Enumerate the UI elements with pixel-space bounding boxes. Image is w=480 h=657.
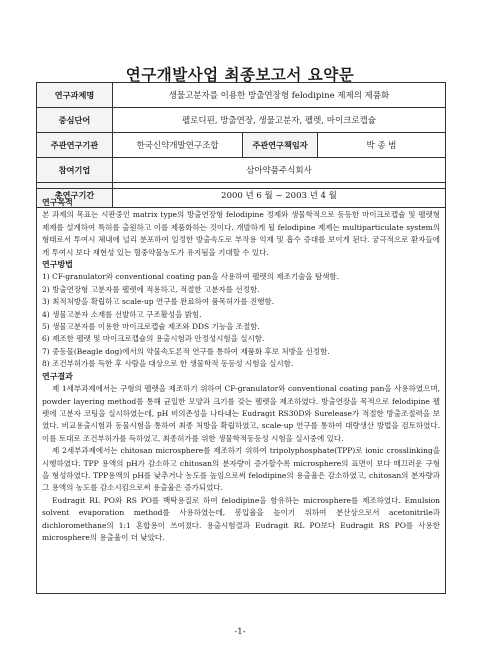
- table-row: [37, 158, 446, 183]
- purpose-text: 본 과제의 목표는 시판중인 matrix type의 방출연장형 felodipine 정제와 생물학적으로 동등한 마이크로캡슐 및 펠렛형 제제를 설계하여 특허를 출원하고 이를 제품화하는 것이다. 개발하게 될 felodipine 제제는 multiparticulate system의 형태로서 투여시 체내에 널리 분포하여 일정한 방출속도로 부작용 억제 및 흡수 증대를 보이게 된다. 궁극적으로 환자들에게 투여시 보다 재현성 있는 혈중약물농도가 유지됨을 기대할 수 있다.: [42, 210, 440, 257]
- lead-org-value: 한국신약개발연구조합: [113, 133, 243, 158]
- list-item: 1) CF-granulator와 conventional coating pan을 사용하여 펠렛의 제조기술을 탐색함.: [42, 272, 339, 282]
- summary-body: [36, 188, 446, 594]
- list-item: 4) 생물고분자 소재를 선발하고 구조활성을 밝힘.: [42, 309, 202, 319]
- project-name-value: 생물고분자를 이용한 방출연장형 felodipine 제제의 제품화: [113, 83, 446, 108]
- results-paragraph-1: 제 1세부과제에서는 구형의 펠렛을 제조하기 위하여 CF-granulator와 conventional coating pan을 사용하였으며, powder layering method를 통해 균일한 모양과 크기를 갖는 펠렛을 제조하였다. 방출연장을 목적으로 felodipine 펠렛에 고분자 코팅을 실시하였는데, pH 비의존성을 나타내는 Eudragit RS30D와 Surelease가 적절한 방출조절력을 보였다. 비교용출시험과 동물시험을 통하여 최종 처방을 확립하였고, scale-up 연구를 통하여 대량생산 방법을 검토하였다. 이를 토대로 조건부허가를 득하였고, 최종허가를 위한 생물학적동등성 시험을 실시중에 있다.: [42, 384, 440, 443]
- page-title: 연구개발사업 최종보고서 요약문: [125, 65, 355, 84]
- project-name-label: 연구과제명: [37, 83, 113, 108]
- list-item: 6) 제조한 펠렛 및 마이크로캡슐의 용출시험과 안정성시험을 실시함.: [42, 334, 265, 344]
- participant-value: 삼아약품주식회사: [113, 158, 446, 183]
- table-row: [37, 83, 446, 108]
- keywords-label: 중심단어: [37, 108, 113, 133]
- table-row: [37, 133, 446, 158]
- period-label: 총연구기간: [37, 183, 113, 208]
- list-item: 3) 최적처방을 확립하고 scale-up 연구를 완료하여 품목허가를 진행함.: [42, 297, 275, 307]
- results-paragraph-3: Eudragit RL PO와 RS PO를 백탁용질로 하여 felodipine을 함유하는 microsphere를 제조하였다. Emulsion solvent evaporation method를 사용하였는데, 봉입율을 높이기 위하여 분산상으로서 acetonitrile과 dichloromethane의 1:1 혼합용이 쓰여졌다. 용출시험결과 Eudragit RL PO보다 Eudragit RS PO를 사용한 microsphere의 용출율이 더 낮았다.: [42, 495, 440, 542]
- lead-researcher-value: 박 종 범: [318, 133, 446, 158]
- results-heading: 연구결과: [42, 371, 73, 381]
- list-item: 5) 생물고분자를 이용한 마이크로캡슐 제조와 DDS 기능을 조절함.: [42, 322, 260, 332]
- methods-heading: 연구방법: [42, 260, 73, 270]
- keywords-value: 펠로디핀, 방출연장, 생물고분자, 펠렛, 마이크로캡슐: [113, 108, 446, 133]
- period-value: 2000 년 6 월 ~ 2003 년 4 월: [113, 183, 446, 208]
- lead-researcher-label: 주관연구책임자: [243, 133, 318, 158]
- table-row: [37, 108, 446, 133]
- participant-label: 참여기업: [37, 158, 113, 183]
- list-item: 7) 중동물(Beagle dog)에서의 약물속도론적 연구를 통하여 제품화 후보 처방을 선정함.: [42, 346, 330, 356]
- page-number: -1-: [234, 627, 246, 637]
- results-paragraph-2: 제 2세부과제에서는 chitosan microsphere를 제조하기 위하여 tripolyphosphate(TPP)로 ionic crosslinking을 시행하였다. TPP 용액의 pH가 감소하고 chitosan의 분자량이 증가할수록 microsphere의 표면이 보다 매끄러운 구형을 형성하였다. TPP용액의 pH를 낮추거나 농도를 높임으로써 felodipine의 용출율은 감소하였고, chitosan의 분자량과 그 용액의 농도를 감소시킴으로써 용출율은 증가되었다.: [42, 446, 440, 493]
- list-item: 8) 조건부허가를 득한 후 사람을 대상으로 한 생물학적 동등성 시험을 실시함.: [42, 359, 294, 369]
- purpose-heading: 연구목적: [42, 198, 73, 207]
- list-item: 2) 방출연장형 고분자를 펠렛에 적용하고, 적절한 고분자를 선정함.: [42, 284, 260, 294]
- lead-org-label: 주관연구기관: [37, 133, 113, 158]
